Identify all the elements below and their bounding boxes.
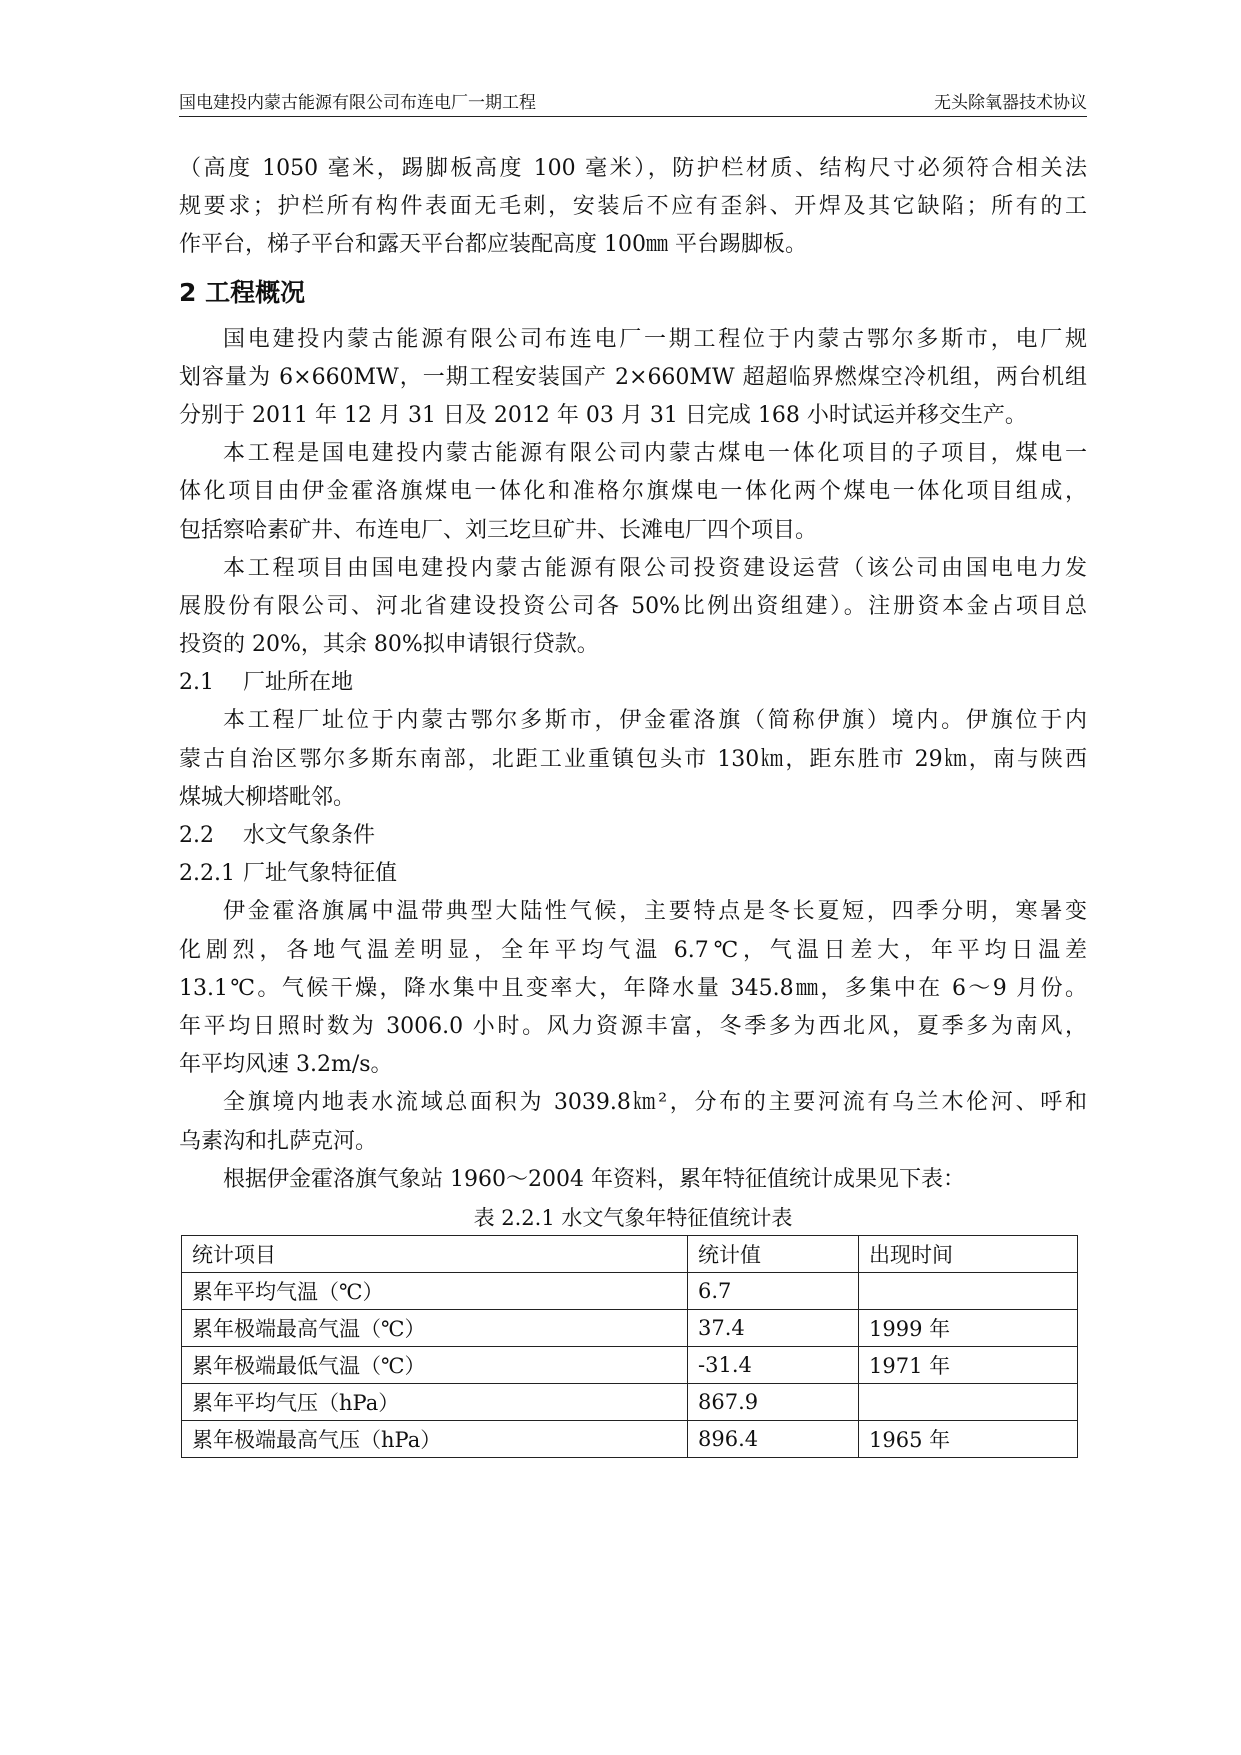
text-line: 年平均日照时数为 3006.0 小时。风力资源丰富，冬季多为西北风，夏季多为南风，	[179, 1013, 1087, 1039]
table-row	[182, 1420, 1078, 1457]
table-cell: 1965 年	[859, 1420, 1078, 1457]
subsection-number: 2.1	[179, 670, 214, 696]
document-body	[179, 150, 1087, 1458]
subsection-title: 厂址气象特征值	[243, 861, 398, 887]
text-line: 作平台，梯子平台和露天平台都应装配高度 100㎜ 平台踢脚板。	[179, 232, 807, 258]
table-cell: 867.9	[688, 1383, 859, 1420]
text-line: 划容量为 6×660MW，一期工程安装国产 2×660MW 超超临界燃煤空冷机组，两台机组	[179, 364, 1087, 390]
subsection-title: 厂址所在地	[243, 670, 354, 696]
paragraph-site	[179, 702, 1087, 817]
text-line: 国电建投内蒙古能源有限公司布连电厂一期工程位于内蒙古鄂尔多斯市，电厂规	[223, 326, 1087, 352]
table-cell: 6.7	[688, 1272, 859, 1309]
page-header	[179, 86, 1087, 117]
text-line: 本工程项目由国电建投内蒙古能源有限公司投资建设运营（该公司由国电电力发	[223, 555, 1087, 581]
text-line: 13.1℃。气候干燥，降水集中且变率大，年降水量 345.8㎜，多集中在 6～9 月份。	[179, 975, 1087, 1001]
text-line: 年平均风速 3.2m/s。	[179, 1052, 393, 1078]
table-cell: 累年平均气压（hPa）	[182, 1383, 688, 1420]
paragraph-table-intro	[179, 1161, 1087, 1199]
table-cell: 累年极端最高气压（hPa）	[182, 1420, 688, 1457]
table-cell	[859, 1272, 1078, 1309]
paragraph-overview-1	[179, 321, 1087, 436]
text-line: 包括察哈素矿井、布连电厂、刘三圪旦矿井、长滩电厂四个项目。	[179, 517, 818, 543]
section-heading-project-overview: 2 工程概况	[179, 277, 306, 307]
subsection-number: 2.2	[179, 823, 214, 848]
subsection-heading-climate	[179, 855, 1087, 893]
text-line: 乌素沟和扎萨克河。	[179, 1128, 378, 1154]
table-cell: 累年极端最低气温（℃）	[182, 1346, 688, 1383]
column-header: 统计项目	[182, 1235, 688, 1272]
text-line: 伊金霍洛旗属中温带典型大陆性气候，主要特点是冬长夏短，四季分明，寒暑变	[223, 899, 1087, 925]
column-header: 出现时间	[859, 1235, 1078, 1272]
paragraph-climate	[179, 893, 1087, 1084]
text-line: 蒙古自治区鄂尔多斯东南部，北距工业重镇包头市 130㎞，距东胜市 29㎞，南与陕西	[179, 746, 1087, 772]
subsection-heading-site	[179, 664, 1087, 702]
subsection-heading-hydrology	[179, 817, 1087, 855]
text-line: 全旗境内地表水流域总面积为 3039.8㎞²，分布的主要河流有乌兰木伦河、呼和	[223, 1090, 1087, 1116]
subsection-number: 2.2.1	[179, 861, 235, 887]
paragraph-overview-2	[179, 435, 1087, 550]
header-document-title: 无头除氧器技术协议	[934, 93, 1087, 113]
text-line: （高度 1050 毫米，踢脚板高度 100 毫米），防护栏材质、结构尺寸必须符合相关法	[179, 156, 1087, 181]
table-cell: 896.4	[688, 1420, 859, 1457]
table-cell: 1971 年	[859, 1346, 1078, 1383]
column-header: 统计值	[688, 1235, 859, 1272]
subsection-title: 水文气象条件	[243, 823, 376, 848]
table-header-row	[182, 1235, 1078, 1272]
text-line: 化剧烈，各地气温差明显，全年平均气温 6.7℃，气温日差大，年平均日温差	[179, 937, 1087, 963]
paragraph-water	[179, 1084, 1087, 1160]
text-line: 投资的 20%，其余 80%拟申请银行贷款。	[179, 632, 599, 658]
table-row	[182, 1346, 1078, 1383]
text-line: 本工程是国电建投内蒙古能源有限公司内蒙古煤电一体化项目的子项目，煤电一	[223, 441, 1087, 467]
text-line: 规要求；护栏所有构件表面无毛刺，安装后不应有歪斜、开焊及其它缺陷；所有的工	[179, 194, 1087, 220]
table-row	[182, 1309, 1078, 1346]
table-row	[182, 1383, 1078, 1420]
table-cell	[859, 1383, 1078, 1420]
text-line: 体化项目由伊金霍洛旗煤电一体化和准格尔旗煤电一体化两个煤电一体化项目组成，	[179, 479, 1087, 505]
text-line: 煤城大柳塔毗邻。	[179, 784, 356, 810]
header-project-title: 国电建投内蒙古能源有限公司布连电厂一期工程	[179, 93, 536, 113]
climate-statistics-table	[181, 1235, 1078, 1458]
paragraph-overview-3	[179, 550, 1087, 665]
text-line: 根据伊金霍洛旗气象站 1960～2004 年资料，累年特征值统计成果见下表：	[223, 1166, 965, 1192]
table-caption: 表 2.2.1 水文气象年特征值统计表	[473, 1205, 793, 1230]
text-line: 展股份有限公司、河北省建设投资公司各 50%比例出资组建）。注册资本金占项目总	[179, 593, 1087, 619]
table-cell: 累年极端最高气温（℃）	[182, 1309, 688, 1346]
paragraph-railing	[179, 150, 1087, 265]
text-line: 分别于 2011 年 12 月 31 日及 2012 年 03 月 31 日完成 168 小时试运并移交生产。	[179, 402, 1027, 428]
table-cell: 1999 年	[859, 1309, 1078, 1346]
table-row	[182, 1272, 1078, 1309]
table-cell: -31.4	[688, 1346, 859, 1383]
table-cell: 累年平均气温（℃）	[182, 1272, 688, 1309]
table-cell: 37.4	[688, 1309, 859, 1346]
text-line: 本工程厂址位于内蒙古鄂尔多斯市，伊金霍洛旗（简称伊旗）境内。伊旗位于内	[223, 708, 1087, 734]
